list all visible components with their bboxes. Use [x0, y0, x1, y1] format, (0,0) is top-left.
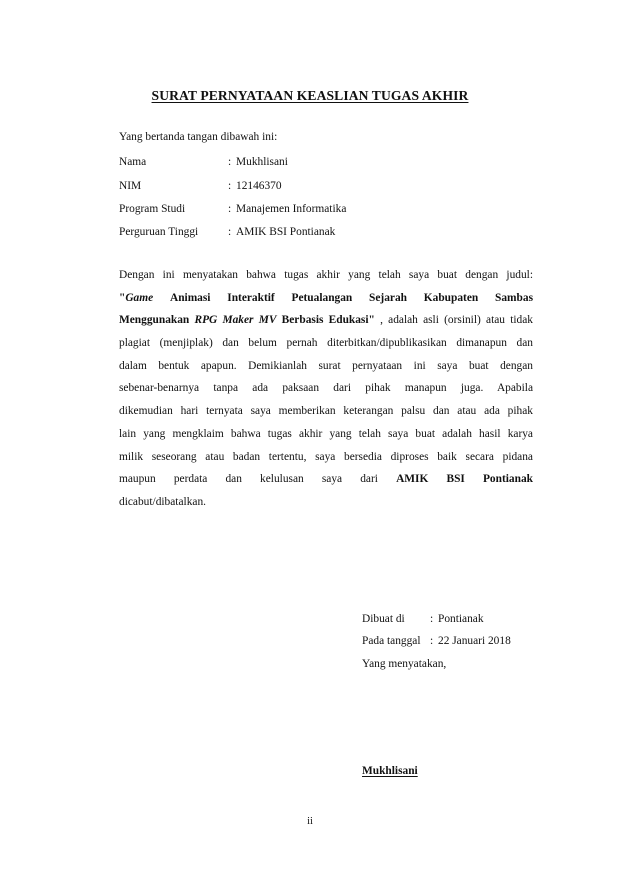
statement-text: maupun perdata dan kelulusan saya dari — [119, 473, 378, 486]
info-value: Manajemen Informatika — [236, 203, 347, 215]
info-label: NIM — [119, 180, 142, 192]
statement-line — [119, 377, 533, 400]
statement-text: , adalah asli (orsinil) atau tidak — [380, 314, 533, 327]
statement-line — [119, 400, 533, 423]
intro-text: Yang bertanda tangan dibawah ini: — [119, 131, 278, 143]
statement-text: dikemudian hari ternyata saya memberikan keterangan palsu dan atau ada pihak — [119, 405, 533, 418]
quote-mark: " — [119, 291, 126, 304]
statement-text: Dengan ini menyatakan bahwa tugas akhir yang telah saya buat dengan judul: — [119, 269, 533, 281]
statement-text: lain yang mengklaim bahwa tugas akhir yang telah saya buat adalah hasil karya — [119, 427, 533, 440]
info-colon: : — [228, 226, 232, 238]
statement-line — [119, 491, 533, 514]
date-colon: : — [430, 635, 434, 647]
statement-text: sebenar-benarnya tanpa ada paksaan dari pihak manapun juga. Apabila — [119, 382, 533, 395]
title-rpg-maker: RPG Maker MV — [194, 314, 277, 327]
place-label: Dibuat di — [362, 613, 405, 625]
title-game-word: Game — [125, 291, 154, 304]
thesis-title-text: Menggunakan — [119, 314, 190, 327]
statement-line — [119, 468, 533, 491]
info-row-nama — [119, 156, 539, 172]
thesis-title-text: Berbasis Edukasi" — [281, 314, 375, 327]
institution-name: AMIK BSI Pontianak — [396, 473, 533, 486]
place-colon: : — [430, 613, 434, 625]
date-value: 22 Januari 2018 — [438, 635, 511, 647]
statement-text: dalam bentuk apapun. Demikianlah surat pernyataan ini saya buat dengan — [119, 359, 533, 372]
statement-line — [119, 446, 533, 469]
date-label: Pada tanggal — [362, 635, 421, 647]
info-row-perguruan-tinggi — [119, 226, 539, 242]
thesis-title-text: Animasi Interaktif Petualangan Sejarah Kabupaten Sambas — [169, 291, 533, 304]
statement-line — [119, 423, 533, 446]
statement-paragraph — [119, 264, 533, 514]
statement-line — [119, 264, 533, 287]
info-label: Program Studi — [119, 203, 186, 215]
statement-line — [119, 287, 533, 310]
place-value: Pontianak — [438, 613, 484, 625]
statement-line — [119, 355, 533, 378]
info-colon: : — [228, 180, 232, 192]
info-colon: : — [228, 203, 232, 215]
info-value: Mukhlisani — [236, 156, 288, 168]
info-value: 12146370 — [236, 180, 282, 192]
info-label: Nama — [119, 156, 147, 168]
closing-text: Yang menyatakan, — [362, 658, 447, 670]
info-value: AMIK BSI Pontianak — [236, 226, 336, 238]
document-title: SURAT PERNYATAAN KEASLIAN TUGAS AKHIR — [151, 88, 469, 103]
page-number: ii — [307, 816, 313, 827]
statement-line — [119, 309, 533, 332]
info-row-program-studi — [119, 203, 539, 219]
info-row-nim — [119, 180, 539, 196]
statement-text: milik seseorang atau badan tertentu, saya bersedia diproses baik secara pidana — [119, 450, 533, 463]
statement-text: plagiat (menjiplak) dan belum pernah diterbitkan/dipublikasikan dimanapun dan — [119, 337, 533, 350]
signer-name: Mukhlisani — [362, 765, 418, 777]
info-label: Perguruan Tinggi — [119, 226, 199, 238]
statement-text: dicabut/dibatalkan. — [119, 495, 206, 508]
info-colon: : — [228, 156, 232, 168]
statement-line — [119, 332, 533, 355]
